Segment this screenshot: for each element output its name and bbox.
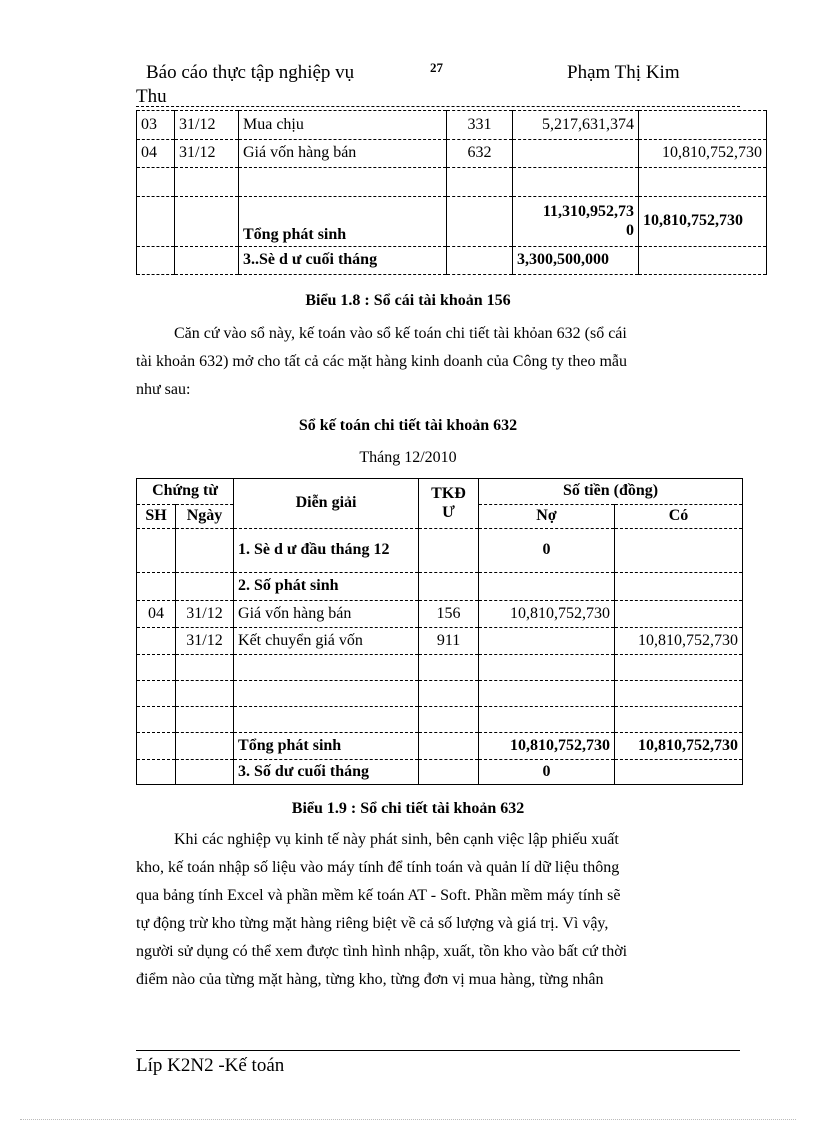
- cell-account: 331: [447, 111, 513, 140]
- cell-desc: Giá vốn hàng bán: [239, 140, 447, 168]
- table-row: [137, 601, 743, 628]
- table-632-subtitle: Tháng 12/2010: [359, 449, 457, 466]
- cell-debit: 5,217,631,374: [513, 111, 639, 140]
- table-row: [137, 628, 743, 655]
- closing-row: [137, 247, 767, 275]
- cell-account: 632: [447, 140, 513, 168]
- cell-sh: 03: [137, 111, 175, 140]
- date-header: Ngày: [176, 505, 234, 529]
- cell-credit: [615, 601, 743, 628]
- footer-text: Líp K2N2 -Kế toán: [136, 1055, 285, 1076]
- table-row: [137, 168, 767, 197]
- cell-credit: 10,810,752,730: [615, 628, 743, 655]
- opening-label: 1. Sè d ư đầu tháng 12: [234, 529, 419, 573]
- total-debit: 11,310,952,73 0: [513, 197, 639, 247]
- table-632-title: Sổ kế toán chi tiết tài khoản 632: [298, 417, 518, 434]
- total-row: [137, 733, 743, 760]
- cell-debit: [479, 628, 615, 655]
- voucher-header: Chứng từ: [137, 479, 234, 505]
- opening-row: [137, 529, 743, 573]
- total-label: Tổng phát sinh: [239, 197, 447, 247]
- total-row: [137, 197, 767, 247]
- header-rule: [136, 106, 740, 107]
- closing-label: 3. Số dư cuối tháng: [234, 760, 419, 785]
- sh-header: SH: [137, 505, 176, 529]
- cell-desc: Kết chuyển giá vốn: [234, 628, 419, 655]
- arising-row: [137, 573, 743, 601]
- closing-label: 3..Sè d ư cuối tháng: [239, 247, 447, 275]
- description-header: Diễn giải: [234, 479, 419, 529]
- page-number: 27: [430, 60, 443, 75]
- cell-account: 911: [419, 628, 479, 655]
- cell-credit: [639, 111, 767, 140]
- paragraph-1: Căn cứ vào sổ này, kế toán vào sổ kế toán chi tiết tài khỏan 632 (sổ cái tài khoản 632) mở cho tất cả các mặt hàng kinh doanh của Công ty theo mẫu như sau:: [136, 325, 627, 398]
- closing-debit: 3,300,500,000: [513, 247, 639, 275]
- empty-row: [137, 655, 743, 681]
- account-header: TKĐ Ư: [419, 479, 479, 529]
- total-credit: 10,810,752,730: [615, 733, 743, 760]
- table-row: [137, 111, 767, 140]
- cell-sh: 04: [137, 601, 176, 628]
- amount-header: Số tiền (đồng): [479, 479, 743, 505]
- total-label: Tổng phát sinh: [234, 733, 419, 760]
- footer-rule: [136, 1050, 740, 1051]
- caption-632: Biểu 1.9 : Sổ chi tiết tài khoản 632: [291, 800, 525, 817]
- ledger-156-table: [136, 110, 767, 275]
- header-left-text: Báo cáo thực tập nghiệp vụ: [146, 62, 355, 83]
- page-edge: [20, 1119, 796, 1120]
- cell-date: 31/12: [176, 628, 234, 655]
- cell-debit: [513, 140, 639, 168]
- cell-debit: 10,810,752,730: [479, 601, 615, 628]
- cell-sh: [137, 628, 176, 655]
- ledger-632-table: [136, 478, 743, 785]
- arising-label: 2. Số phát sinh: [234, 573, 419, 601]
- empty-row: [137, 707, 743, 733]
- cell-sh: 04: [137, 140, 175, 168]
- cell-date: 31/12: [176, 601, 234, 628]
- paragraph-2: Khi các nghiệp vụ kinh tế này phát sinh, bên cạnh việc lập phiếu xuất kho, kế toán nhập số liệu vào máy tính để tính toán và quản lí dữ liệu thông qua bảng tính Excel và phần mềm kế toán AT - Soft. Phần mềm máy tính sẽ tự động trừ kho từng mặt hàng riêng biệt về cả số lượng và giá trị. Vì vậy, người sử dụng có thể xem được tình hình nhập, xuất, tồn kho vào bất cứ thời điểm nào của từng mặt hàng, từng kho, từng đơn vị mua hàng, từng nhân: [136, 831, 628, 988]
- caption-156: Biểu 1.8 : Sổ cái tài khoản 156: [305, 292, 511, 309]
- cell-date: 31/12: [175, 140, 239, 168]
- empty-row: [137, 681, 743, 707]
- header-row: [137, 479, 743, 505]
- cell-account: 156: [419, 601, 479, 628]
- header-wrap-text: Thu: [136, 86, 167, 107]
- closing-debit: 0: [479, 760, 615, 785]
- total-debit: 10,810,752,730: [479, 733, 615, 760]
- cell-desc: Giá vốn hàng bán: [234, 601, 419, 628]
- cell-credit: 10,810,752,730: [639, 140, 767, 168]
- opening-debit: 0: [479, 529, 615, 573]
- total-credit: 10,810,752,730: [639, 197, 767, 247]
- credit-header: Có: [615, 505, 743, 529]
- closing-row: [137, 760, 743, 785]
- cell-date: 31/12: [175, 111, 239, 140]
- debit-header: Nợ: [479, 505, 615, 529]
- cell-desc: Mua chịu: [239, 111, 447, 140]
- table-row: [137, 140, 767, 168]
- header-right-text: Phạm Thị Kim: [567, 62, 680, 83]
